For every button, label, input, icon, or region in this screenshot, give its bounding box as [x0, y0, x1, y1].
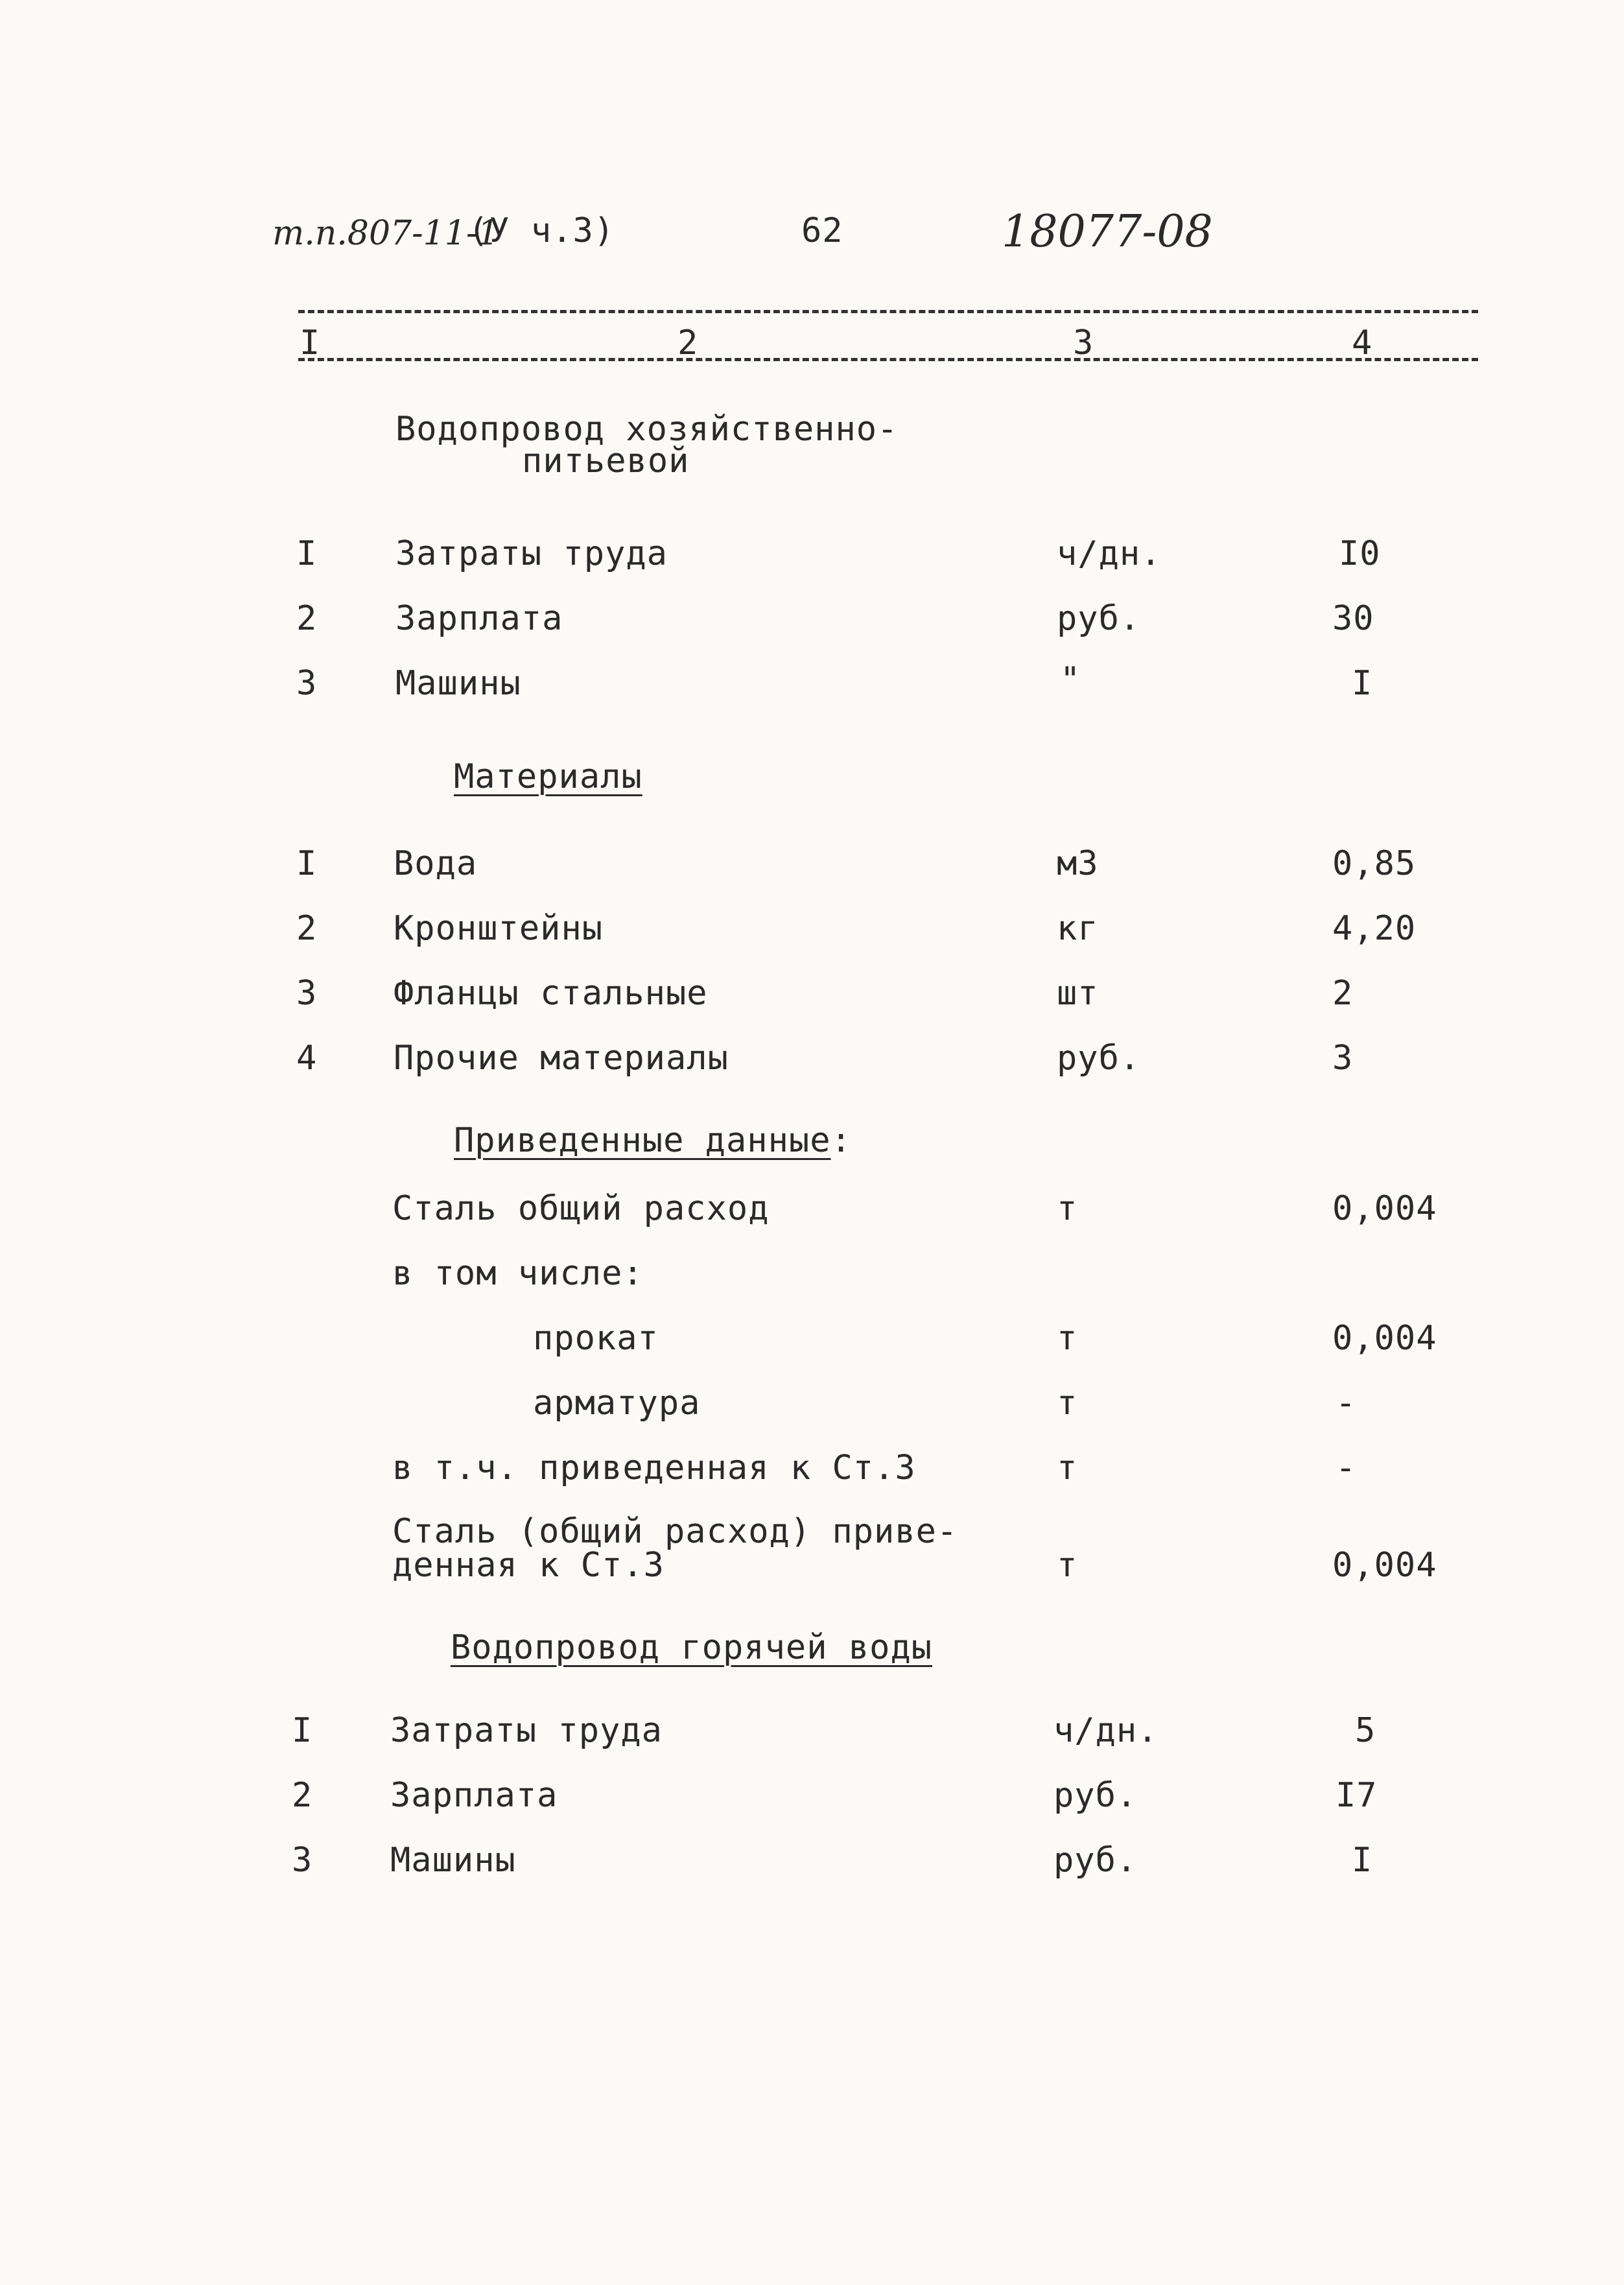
s2-row1-unit: ч/дн. — [1053, 1711, 1159, 1750]
steel-reduced-line1: Сталь (общий расход) приве- — [392, 1512, 958, 1551]
s2-row1-value: 5 — [1355, 1711, 1376, 1750]
mat-row3-unit: шт — [1057, 974, 1099, 1013]
reduced-title-line — [454, 1121, 852, 1160]
s2-row1-num: I — [292, 1711, 313, 1750]
mat-row1-name: Вода — [394, 844, 478, 883]
mat-row1-value: 0,85 — [1332, 844, 1417, 883]
reduced-title-colon: : — [830, 1121, 852, 1160]
s2-row2-unit: руб. — [1053, 1776, 1138, 1815]
materials-title: Материалы — [454, 757, 642, 796]
s2-row2-num: 2 — [292, 1776, 313, 1815]
steel-total-value: 0,004 — [1332, 1189, 1437, 1228]
mat-row3-num: 3 — [296, 974, 318, 1013]
including-label: в том числе: — [392, 1254, 644, 1293]
reduced-st3-unit: т — [1057, 1449, 1078, 1487]
rebar-name: арматура — [533, 1384, 701, 1423]
reduced-title: Приведенные данные — [454, 1121, 831, 1160]
s1-row1-value: I0 — [1339, 534, 1381, 573]
rolled-name: прокат — [533, 1319, 659, 1358]
mat-row1-num: I — [296, 844, 318, 883]
mat-row2-unit: кг — [1057, 909, 1099, 948]
s2-row3-unit: руб. — [1053, 1841, 1138, 1880]
s1-row3-name: Машины — [395, 664, 521, 703]
s2-row3-num: 3 — [292, 1841, 313, 1880]
s1-row1-name: Затраты труда — [395, 534, 668, 573]
reduced-st3-name: в т.ч. приведенная к Ст.3 — [392, 1449, 916, 1487]
page-number: 62 — [801, 211, 843, 250]
steel-reduced-line2: денная к Ст.3 — [392, 1546, 665, 1585]
doc-part: (У ч.3) — [468, 211, 615, 250]
s2-row1-name: Затраты труда — [390, 1711, 663, 1750]
header-rule-bottom — [298, 358, 1478, 361]
s2-row3-name: Машины — [390, 1841, 516, 1880]
s1-row3-value: I — [1352, 664, 1373, 703]
s2-row3-value: I — [1352, 1841, 1373, 1880]
mat-row2-num: 2 — [296, 909, 318, 948]
mat-row4-unit: руб. — [1057, 1039, 1141, 1078]
s1-row1-unit: ч/дн. — [1057, 534, 1162, 573]
steel-reduced-value: 0,004 — [1332, 1546, 1437, 1585]
mat-row4-name: Прочие материалы — [394, 1039, 729, 1078]
s1-row2-name: Зарплата — [395, 599, 563, 638]
s1-row3-num: 3 — [296, 664, 318, 703]
s2-row2-name: Зарплата — [390, 1776, 558, 1815]
steel-total-name: Сталь общий расход — [392, 1189, 770, 1228]
column-4-header: 4 — [1352, 324, 1373, 362]
section2-title: Водопровод горячей воды — [451, 1628, 933, 1667]
mat-row4-num: 4 — [296, 1039, 318, 1078]
steel-reduced-unit: т — [1057, 1546, 1078, 1585]
rolled-value: 0,004 — [1332, 1319, 1437, 1358]
mat-row3-name: Фланцы стальные — [394, 974, 708, 1013]
column-1-header: I — [300, 324, 321, 362]
steel-total-unit: т — [1057, 1189, 1078, 1228]
column-2-header: 2 — [677, 324, 699, 362]
s1-row2-num: 2 — [296, 599, 318, 638]
rolled-unit: т — [1057, 1319, 1078, 1358]
s2-row2-value: I7 — [1336, 1776, 1378, 1815]
mat-row1-unit: м3 — [1057, 844, 1099, 883]
header-rule-top — [298, 310, 1478, 313]
reduced-st3-value: - — [1336, 1449, 1357, 1487]
column-3-header: 3 — [1073, 324, 1094, 362]
mat-row4-value: 3 — [1332, 1039, 1354, 1078]
s1-row2-value: 30 — [1332, 599, 1374, 638]
mat-row3-value: 2 — [1332, 974, 1354, 1013]
rebar-value: - — [1336, 1384, 1357, 1423]
section1-title-line1: Водопровод хозяйственно- — [395, 410, 899, 449]
rebar-unit: т — [1057, 1384, 1078, 1423]
doc-code: т.п.807-11-1 — [272, 214, 499, 253]
sheet-number: 18077-08 — [1002, 206, 1213, 257]
s1-row2-unit: руб. — [1057, 599, 1141, 638]
s1-row3-unit: " — [1060, 660, 1081, 699]
s1-row1-num: I — [296, 534, 318, 573]
mat-row2-name: Кронштейны — [394, 909, 604, 948]
section1-title-line2: питьевой — [522, 442, 690, 480]
mat-row2-value: 4,20 — [1332, 909, 1417, 948]
